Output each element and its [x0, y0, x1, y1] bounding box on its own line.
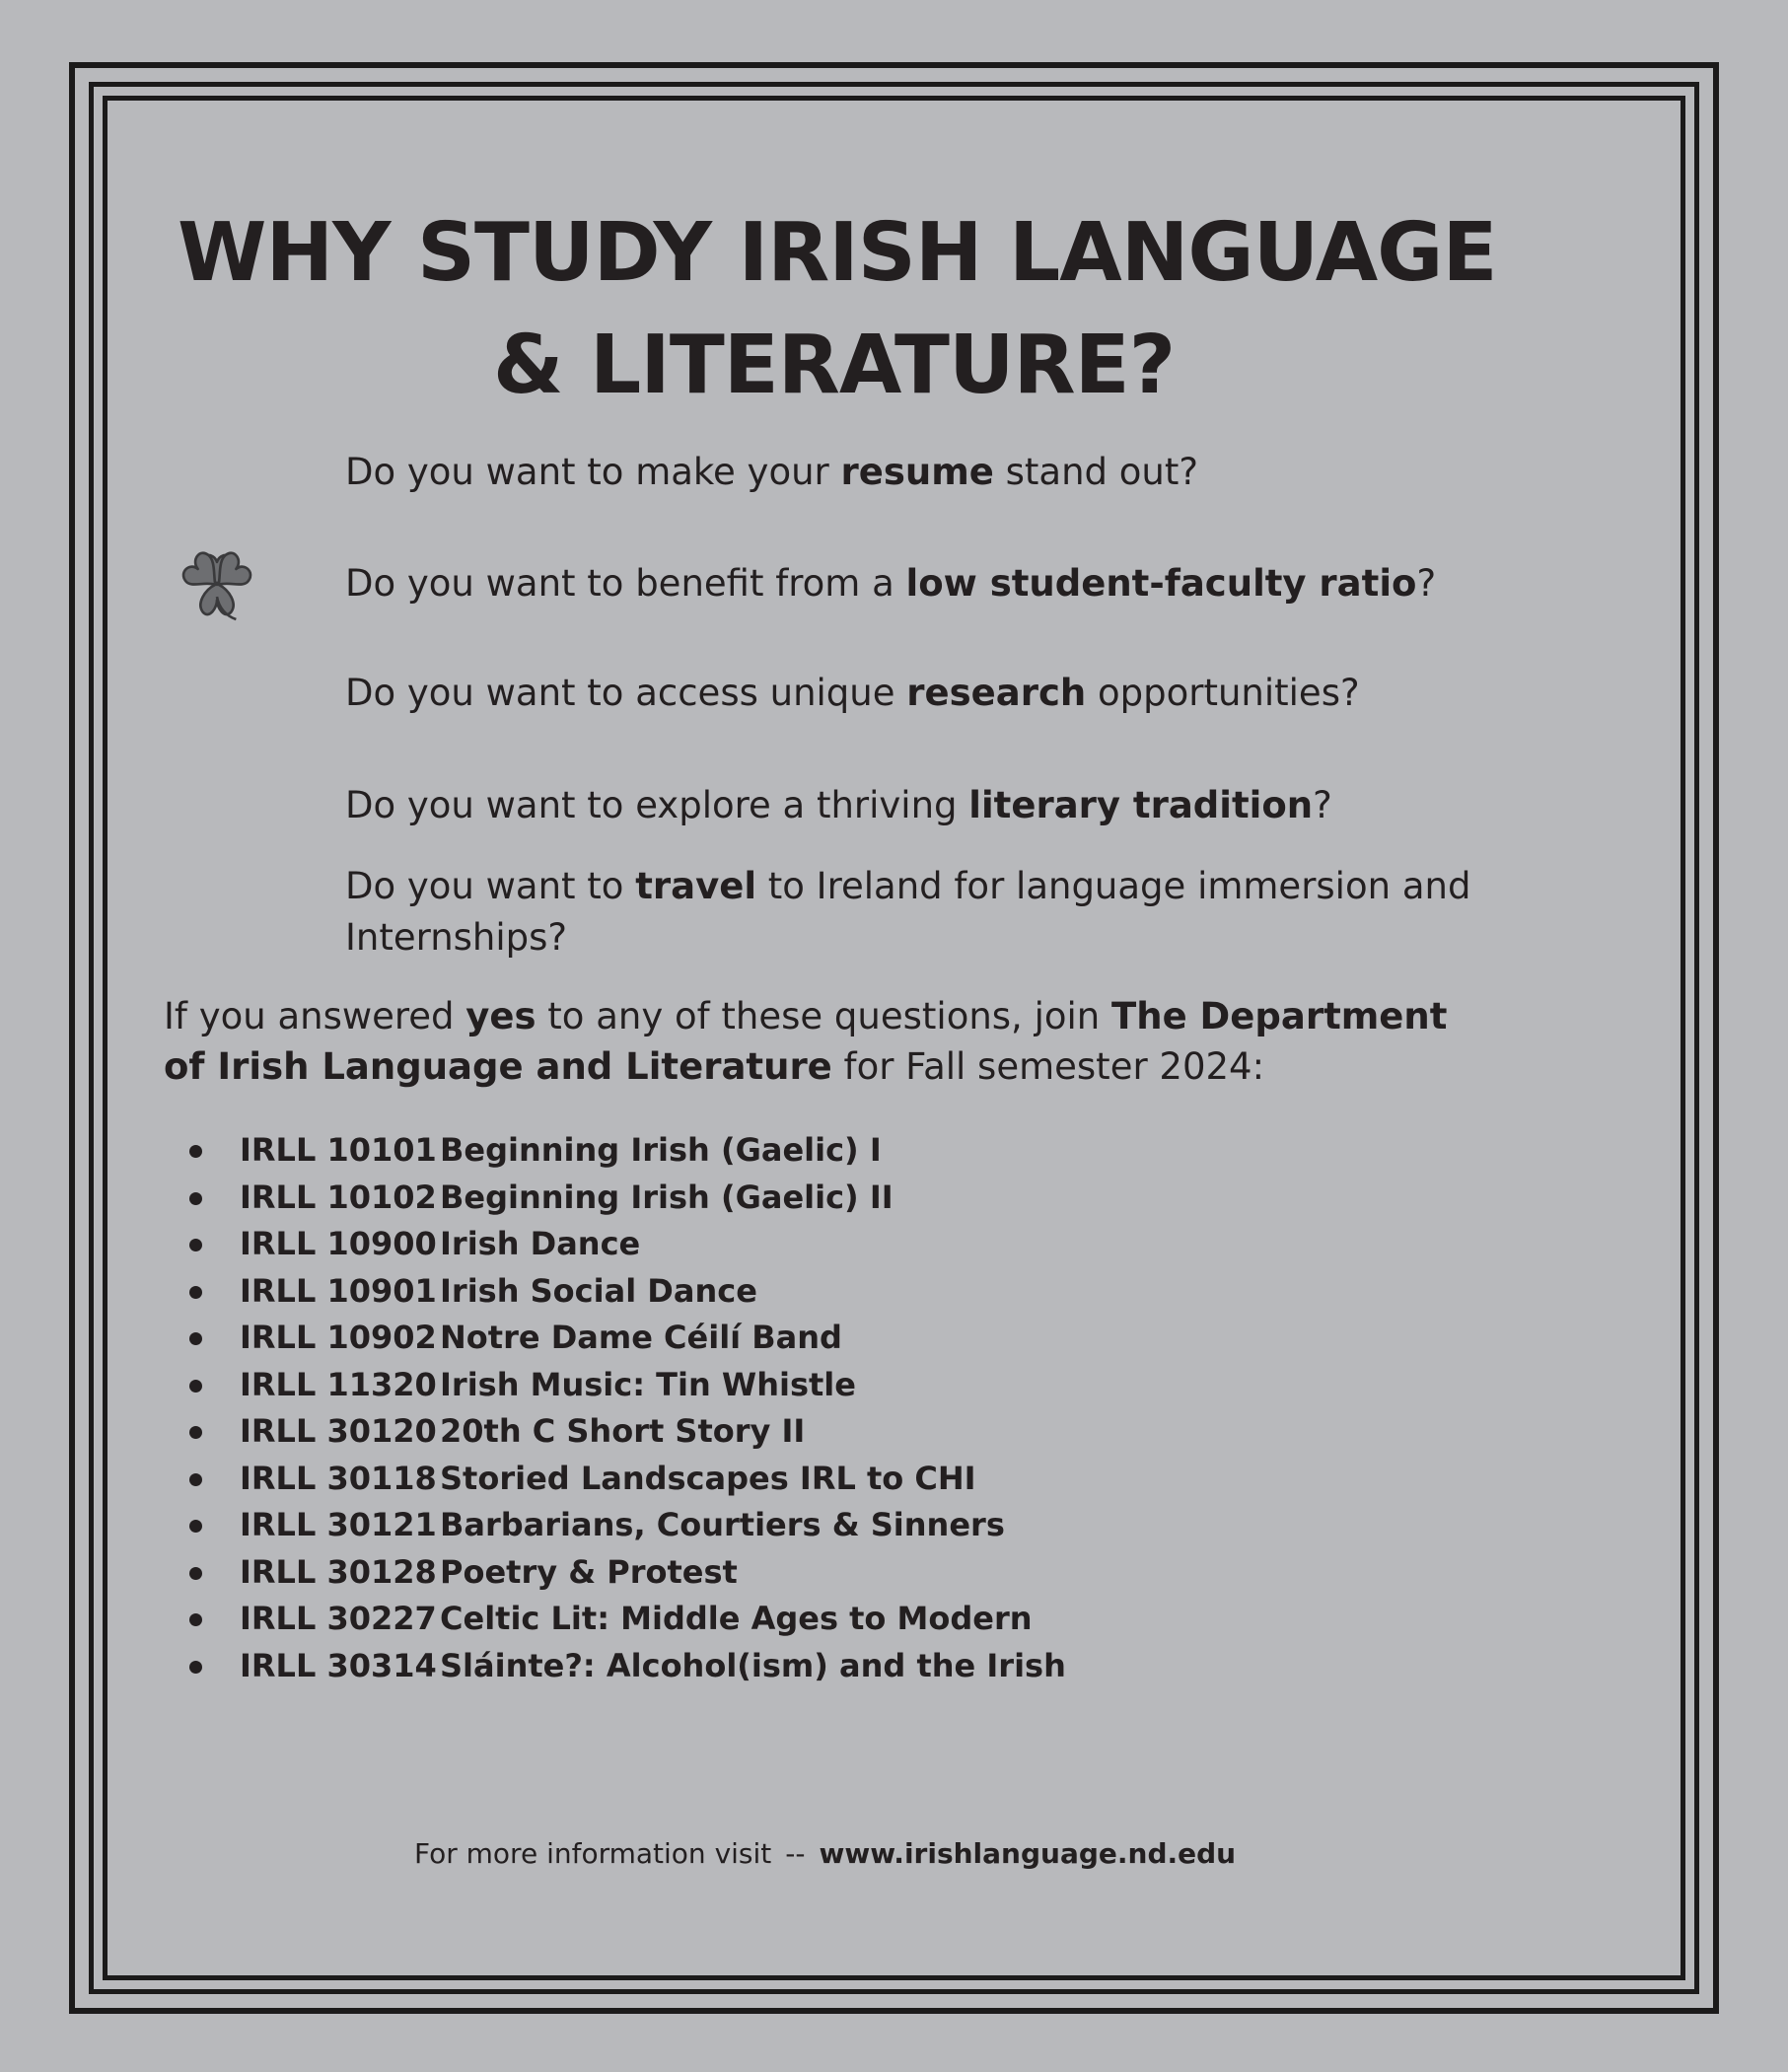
website-link[interactable]: www.irishlanguage.nd.edu — [819, 1837, 1237, 1870]
course-name: Notre Dame Céilí Band — [440, 1319, 842, 1356]
course-name: Irish Music: Tin Whistle — [440, 1365, 856, 1403]
course-name: Storied Landscapes IRL to CHI — [440, 1459, 976, 1497]
bullet — [189, 1192, 202, 1205]
course-code: IRLL 10900 — [240, 1225, 437, 1262]
course-name: Poetry & Protest — [440, 1552, 738, 1591]
question-literary: Do you want to explore a thriving literary tradition? — [345, 784, 1332, 826]
course-name: Celtic Lit: Middle Ages to Modern — [440, 1600, 1033, 1637]
bullet — [189, 1473, 202, 1486]
intro-paragraph: If you answered yes to any of these questions, join The Department of Irish Language and Literature for Fall semester 2024: — [164, 995, 1448, 1088]
question-ratio: Do you want to benefit from a low student-faculty ratio? — [345, 562, 1437, 605]
course-name: 20th C Short Story II — [440, 1412, 806, 1450]
shamrock-icon — [174, 539, 260, 626]
course-code: IRLL 30120 — [240, 1412, 437, 1450]
course-name: Sláinte?: Alcohol(ism) and the Irish — [440, 1646, 1066, 1684]
footer-info — [414, 1834, 1236, 1874]
title-line-2: & LITERATURE? — [493, 319, 1176, 412]
course-code: IRLL 30118 — [240, 1459, 437, 1497]
bullet — [189, 1332, 202, 1345]
bullet — [189, 1520, 202, 1533]
course-code: IRLL 30227 — [240, 1600, 437, 1637]
bullet — [189, 1567, 202, 1580]
course-name: Beginning Irish (Gaelic) II — [440, 1178, 894, 1216]
course-code: IRLL 10901 — [240, 1271, 437, 1310]
bullet — [189, 1426, 202, 1439]
course-name: Barbarians, Courtiers & Sinners — [440, 1506, 1005, 1543]
bullet — [189, 1239, 202, 1251]
course-code: IRLL 30128 — [240, 1552, 437, 1591]
question-resume: Do you want to make your resume stand out? — [345, 451, 1199, 493]
question-travel: Do you want to travel to Ireland for language immersion and Internships? — [345, 865, 1471, 959]
bullet — [189, 1380, 202, 1393]
course-code: IRLL 30314 — [240, 1646, 437, 1684]
footer-separator: -- — [785, 1837, 806, 1870]
title-line-1: WHY STUDY IRISH LANGUAGE — [178, 206, 1497, 300]
question-research: Do you want to access unique research opportunities? — [345, 672, 1360, 714]
course-name: Irish Social Dance — [440, 1271, 757, 1310]
course-name: Irish Dance — [440, 1225, 641, 1262]
course-code: IRLL 11320 — [240, 1365, 437, 1403]
page-title — [138, 197, 1598, 422]
footer-text: For more information visit — [414, 1837, 772, 1870]
course-code: IRLL 10102 — [240, 1178, 437, 1216]
bullet — [189, 1286, 202, 1299]
bullet — [189, 1613, 202, 1626]
course-code: IRLL 30121 — [240, 1506, 437, 1543]
course-code: IRLL 10902 — [240, 1319, 437, 1356]
course-name: Beginning Irish (Gaelic) I — [440, 1131, 882, 1169]
bullet — [189, 1145, 202, 1158]
course-code: IRLL 10101 — [240, 1131, 437, 1169]
bullet — [189, 1661, 202, 1674]
